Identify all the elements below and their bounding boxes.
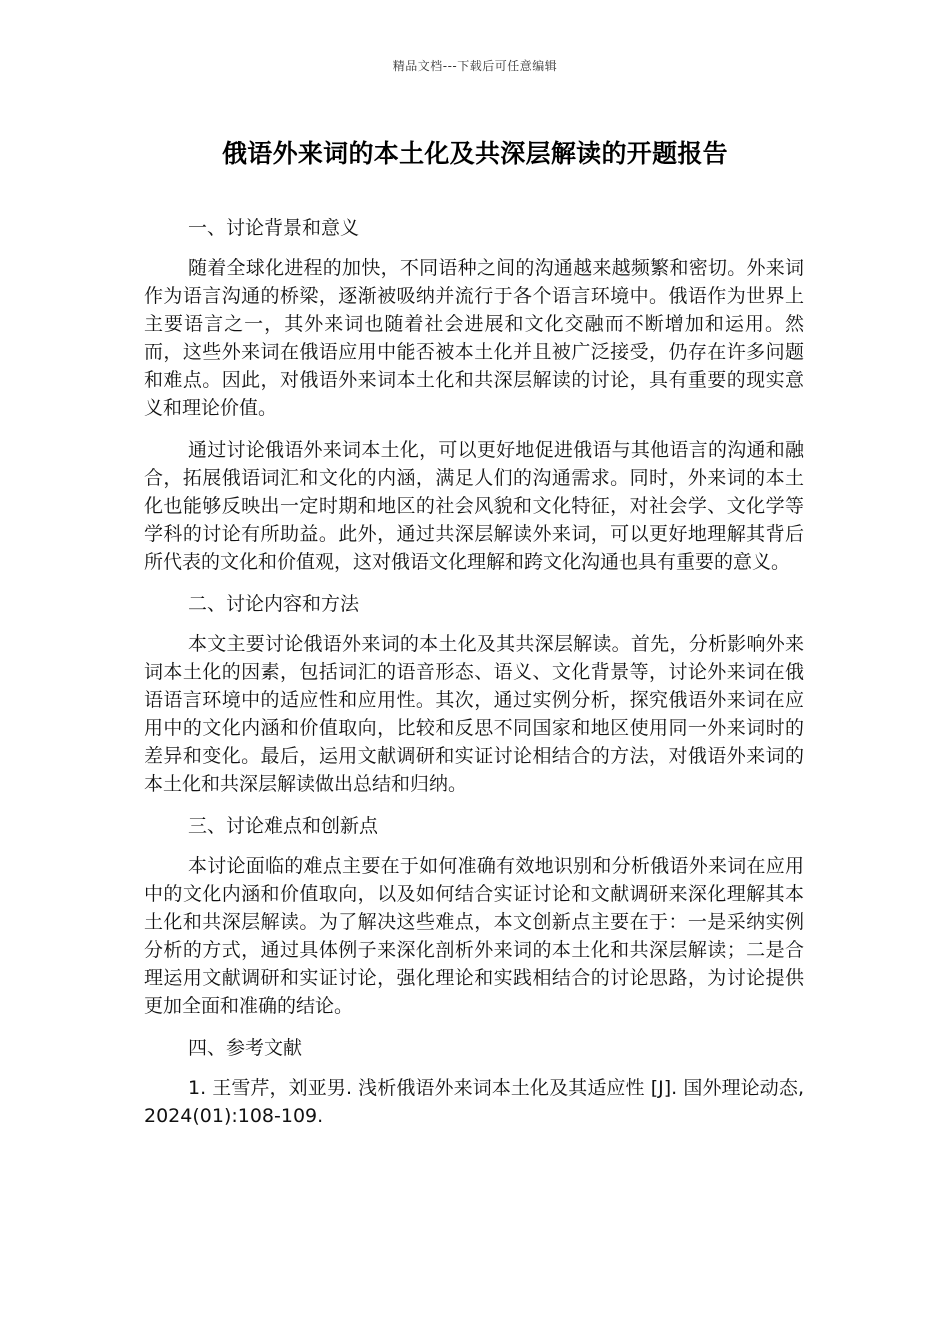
section-paragraph: 本文主要讨论俄语外来词的本土化及其共深层解读。首先，分析影响外来词本土化的因素，包括词汇的语音形态、语义、文化背景等，讨论外来词在俄语语言环境中的适应性和应用性。其次，通过实例分析，探究俄语外来词在应用中的文化内涵和价值取向，比较和反思不同国家和地区使用同一外来词时的差异和变化。最后，运用文献调研和实证讨论相结合的方法，对俄语外来词的本土化和共深层解读做出总结和归纳。 <box>144 633 804 795</box>
section-paragraph: 随着全球化进程的加快，不同语种之间的沟通越来越频繁和密切。外来词作为语言沟通的桥梁，逐渐被吸纳并流行于各个语言环境中。俄语作为世界上主要语言之一，其外来词也随着社会进展和文化交融而不断增加和运用。然而，这些外来词在俄语应用中能否被本土化并且被广泛接受，仍存在许多问题和难点。因此，对俄语外来词本土化和共深层解读的讨论，具有重要的现实意义和理论价值。 <box>144 257 804 419</box>
page-header-note: 精品文档---下载后可任意编辑 <box>392 59 558 73</box>
section-heading-references: 四、参考文献 <box>188 1037 303 1059</box>
document-body <box>144 214 804 1130</box>
document-title: 俄语外来词的本土化及共深层解读的开题报告 <box>221 139 728 168</box>
reference-item: 1. 王雪芹，刘亚男. 浅析俄语外来词本土化及其适应性 [J]. 国外理论动态, 2024(01):108-109. <box>144 1077 804 1127</box>
section-heading-content-method: 二、讨论内容和方法 <box>188 593 360 615</box>
section-heading-difficulties: 三、讨论难点和创新点 <box>188 815 379 837</box>
section-paragraph: 通过讨论俄语外来词本土化，可以更好地促进俄语与其他语言的沟通和融合，拓展俄语词汇和文化的内涵，满足人们的沟通需求。同时，外来词的本土化也能够反映出一定时期和地区的社会风貌和文化特征，对社会学、文化学等学科的讨论有所助益。此外，通过共深层解读外来词，可以更好地理解其背后所代表的文化和价值观，这对俄语文化理解和跨文化沟通也具有重要的意义。 <box>144 439 804 573</box>
section-heading-background: 一、讨论背景和意义 <box>188 217 360 239</box>
section-paragraph: 本讨论面临的难点主要在于如何准确有效地识别和分析俄语外来词在应用中的文化内涵和价值取向，以及如何结合实证讨论和文献调研来深化理解其本土化和共深层解读。为了解决这些难点，本文创新点主要在于：一是采纳实例分析的方式，通过具体例子来深化剖析外来词的本土化和共深层解读；二是合理运用文献调研和实证讨论，强化理论和实践相结合的讨论思路，为讨论提供更加全面和准确的结论。 <box>144 855 804 1017</box>
